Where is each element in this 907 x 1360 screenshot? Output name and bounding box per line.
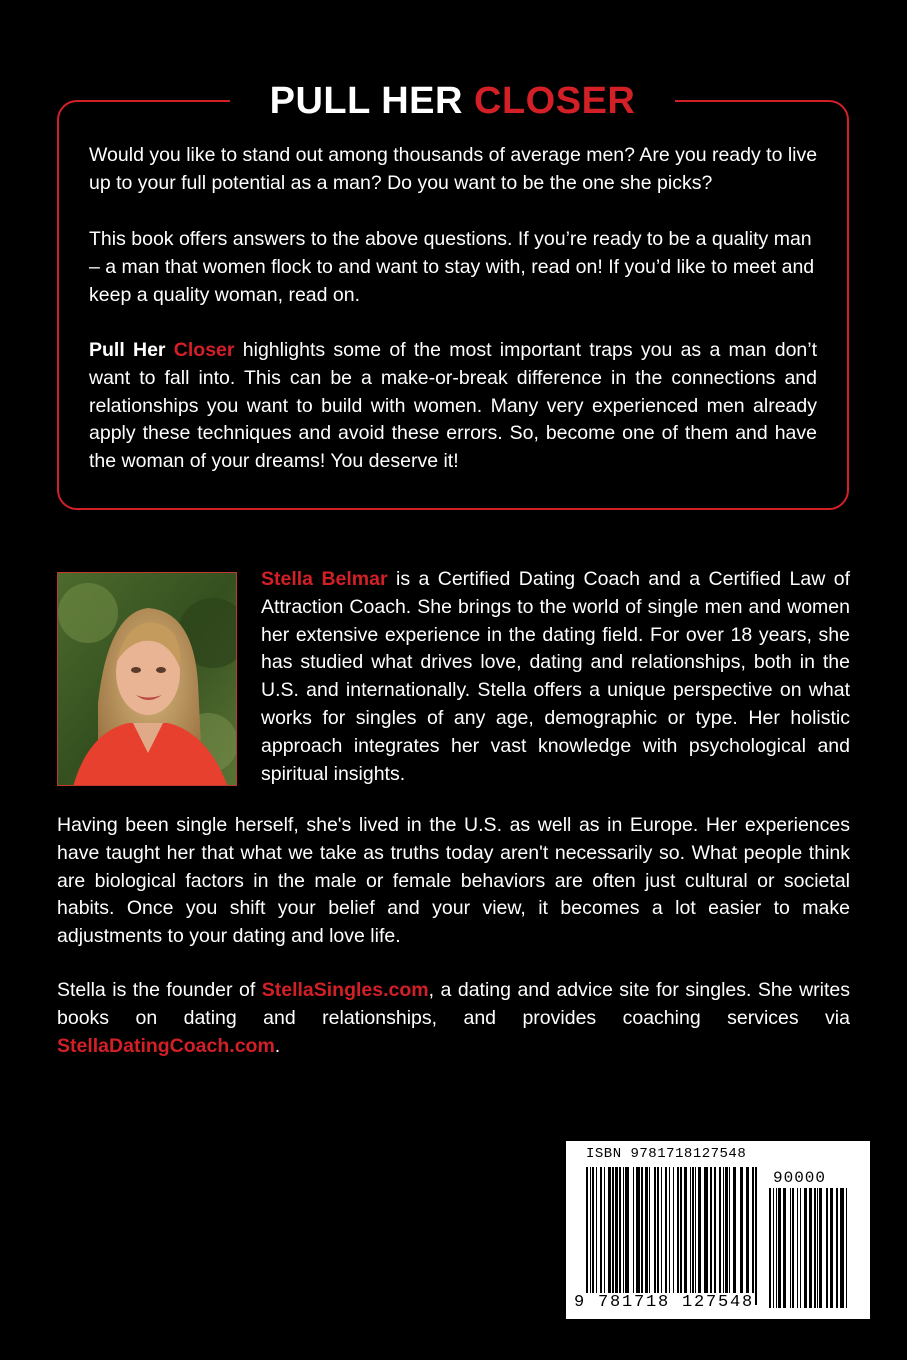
description-paragraph-1: Would you like to stand out among thousands of average men? Are you ready to live up to your full potential as a man? Do you want to be the one she picks?: [89, 144, 818, 194]
website-link-stelladatingcoach[interactable]: StellaDatingCoach.com: [57, 1034, 275, 1057]
barcode-stripe: [819, 1188, 822, 1308]
barcode-stripe: [710, 1167, 712, 1305]
barcode-stripe: [665, 1167, 667, 1305]
barcode-stripe: [669, 1167, 670, 1305]
barcode-stripe: [590, 1167, 591, 1305]
barcode-stripe: [649, 1167, 650, 1305]
barcode-stripe: [800, 1188, 801, 1308]
title-part-red: CLOSER: [474, 80, 636, 122]
author-bio-paragraph-1: [261, 566, 850, 788]
barcode-stripe: [797, 1188, 798, 1308]
barcode-stripe: [836, 1188, 838, 1308]
barcode-stripe: [596, 1167, 597, 1305]
barcode-stripe: [846, 1188, 847, 1308]
barcode-stripe: [677, 1167, 679, 1305]
addon-barcode-bars: [769, 1188, 849, 1308]
barcode-stripe: [625, 1167, 629, 1305]
barcode-stripe: [645, 1167, 648, 1305]
barcode-stripe: [608, 1167, 611, 1305]
barcode-stripe: [673, 1167, 674, 1305]
barcode-stripe: [623, 1167, 624, 1305]
barcode-stripe: [840, 1188, 844, 1308]
author-bio-1-text: is a Certified Dating Coach and a Certified Law of Attraction Coach. She brings to the world of single men and women her extensive experience in the dating field. For over 18 years, she has studied what drives love, dating and relationships, both in the U.S. and internationally. Stella offers a unique perspective on what works for singles of any age, demographic or type. Her holistic approach integrates her vast knowledge with psychological and spiritual insights.: [261, 568, 851, 785]
author-photo: [57, 572, 237, 786]
barcode-stripe: [783, 1188, 786, 1308]
title-part-white: PULL HER: [269, 80, 463, 122]
barcode-stripe: [725, 1167, 728, 1305]
barcode-stripe: [680, 1167, 682, 1305]
barcode-stripe: [719, 1167, 721, 1305]
author-bio-paragraph-3: [57, 977, 850, 1060]
barcode-stripe: [755, 1167, 757, 1305]
description-paragraph-3: [89, 337, 817, 476]
isbn-barcode: [566, 1141, 870, 1319]
title-mention-red: Closer: [173, 339, 235, 361]
description-paragraph-3-text: highlights some of the most important traps you as a man don’t want to fall into. This can be a make-or-break difference in the connections and relationships you want to build with women. Many very experienced men already apply these techniques and avoid these errors. So, become one of them and have the woman of your dreams! You deserve it!: [89, 339, 818, 473]
barcode-stripe: [746, 1167, 749, 1305]
barcode-stripe: [729, 1167, 730, 1305]
barcode-stripe: [814, 1188, 816, 1308]
addon-number: 90000: [773, 1169, 827, 1187]
barcode-stripe: [636, 1167, 640, 1305]
barcode-stripe: [641, 1167, 643, 1305]
barcode-number: 9 781718 127548: [574, 1293, 755, 1312]
barcode-stripe: [612, 1167, 614, 1305]
barcode-stripe: [826, 1188, 828, 1308]
barcode-stripe: [769, 1188, 771, 1308]
author-name: Stella Belmar: [261, 568, 388, 590]
barcode-stripe: [804, 1188, 807, 1308]
barcode-stripe: [698, 1167, 701, 1305]
barcode-stripe: [776, 1188, 777, 1308]
barcode-stripe: [592, 1167, 594, 1305]
barcode-stripe: [633, 1167, 634, 1305]
barcode-bars: [586, 1167, 758, 1305]
barcode-stripe: [817, 1188, 818, 1308]
barcode-stripe: [600, 1167, 602, 1305]
description-paragraph-2: This book offers answers to the above questions. If you’re ready to be a quality man – a man that women flock to and want to stay with, read on! If you’d like to meet and keep a quality woman, read on.: [89, 228, 815, 306]
author-bio-3-middle: , a dating and advice site for singles. She writes books on dating and relationships, and provides coaching services via: [57, 979, 851, 1029]
barcode-stripe: [752, 1167, 754, 1305]
barcode-stripe: [684, 1167, 687, 1305]
barcode-stripe: [704, 1167, 708, 1305]
barcode-stripe: [723, 1167, 724, 1305]
barcode-stripe: [740, 1167, 743, 1305]
book-title: [230, 72, 675, 130]
barcode-stripe: [714, 1167, 716, 1305]
barcode-stripe: [615, 1167, 618, 1305]
barcode-stripe: [690, 1167, 691, 1305]
barcode-stripe: [619, 1167, 621, 1305]
barcode-stripe: [692, 1167, 694, 1305]
barcode-stripe: [661, 1167, 662, 1305]
barcode-stripe: [654, 1167, 656, 1305]
barcode-stripe: [809, 1188, 812, 1308]
barcode-stripe: [695, 1167, 696, 1305]
barcode-stripe: [657, 1167, 659, 1305]
author-bio-3-intro: Stella is the founder of: [57, 979, 256, 1001]
barcode-stripe: [830, 1188, 833, 1308]
title-mention: Pull Her: [89, 339, 166, 361]
barcode-stripe: [604, 1167, 605, 1305]
author-bio-3-end: .: [274, 1034, 281, 1057]
barcode-stripe: [773, 1188, 774, 1308]
barcode-stripe: [792, 1188, 794, 1308]
barcode-stripe: [790, 1188, 791, 1308]
website-link-stellasingles[interactable]: StellaSingles.com: [261, 979, 429, 1001]
barcode-stripe: [586, 1167, 588, 1305]
barcode-stripe: [733, 1167, 736, 1305]
author-bio-paragraph-2: Having been single herself, she's lived in the U.S. as well as in Europe. Her experiences have taught her that what we take as truths today aren't necessarily so. What people think are biological factors in the male or female behaviors are often just cultural or societal habits. Once you shift your belief and your view, it becomes a lot easier to make adjustments to your dating and love life.: [57, 814, 850, 948]
barcode-stripe: [778, 1188, 781, 1308]
author-portrait-illustration: [58, 573, 237, 786]
isbn-label: ISBN 9781718127548: [586, 1146, 747, 1162]
